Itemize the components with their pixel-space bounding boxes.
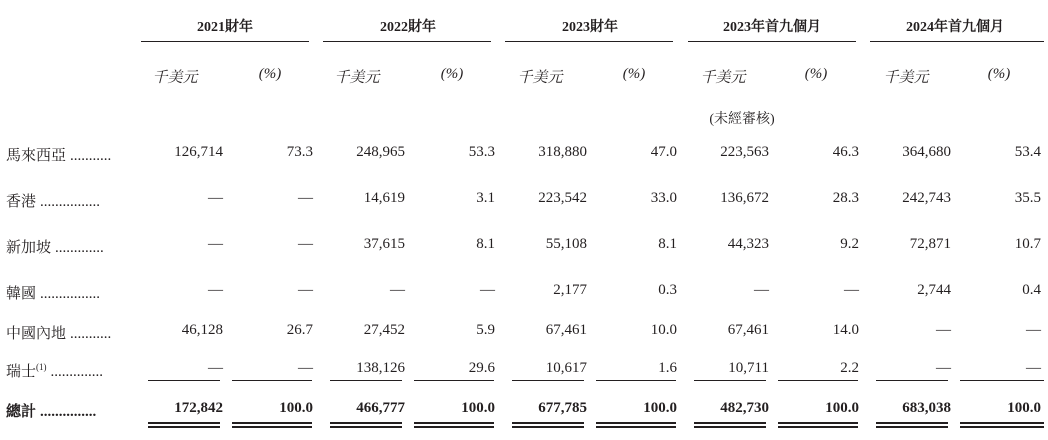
row-label-text: 馬來西亞 xyxy=(6,148,67,164)
total-label xyxy=(6,400,96,421)
pct-cell: 2.2 xyxy=(840,360,859,376)
amount-cell: 2,177 xyxy=(553,282,587,298)
amount-cell: 318,880 xyxy=(538,144,587,160)
double-rule xyxy=(694,422,766,424)
amount-cell: 46,128 xyxy=(181,322,223,338)
total-cell: 482,730 xyxy=(720,400,769,416)
pct-cell: 8.1 xyxy=(658,236,677,252)
pct-cell: 9.2 xyxy=(840,236,859,252)
subtotal-rule xyxy=(778,380,858,381)
pct-cell: 35.5 xyxy=(1014,190,1041,206)
subtotal-rule xyxy=(414,380,494,381)
period-header-2024-9m: 2024年首九個月 xyxy=(906,20,1004,35)
dot-leader: .............. xyxy=(50,364,104,380)
dot-leader: ............. xyxy=(55,240,104,256)
amount-cell: 136,672 xyxy=(720,190,769,206)
period-header-2022: 2022財年 xyxy=(380,20,436,35)
amount-cell: 14,619 xyxy=(363,190,405,206)
amount-cell: 44,323 xyxy=(727,236,769,252)
row-label xyxy=(6,322,111,343)
total-cell: 100.0 xyxy=(825,400,859,416)
total-cell: 100.0 xyxy=(1007,400,1041,416)
pct-cell: — xyxy=(298,190,313,206)
subtotal-rule xyxy=(148,380,220,381)
amount-cell: 37,615 xyxy=(363,236,405,252)
double-rule xyxy=(414,426,494,428)
pct-cell: 47.0 xyxy=(650,144,677,160)
amount-cell: 126,714 xyxy=(174,144,223,160)
amount-cell: 248,965 xyxy=(356,144,405,160)
amount-cell: 364,680 xyxy=(902,144,951,160)
pct-cell: 0.4 xyxy=(1022,282,1041,298)
dot-leader: ............... xyxy=(40,404,97,420)
total-cell: 683,038 xyxy=(902,400,951,416)
double-rule xyxy=(512,426,584,428)
pct-cell: 28.3 xyxy=(832,190,859,206)
row-label-text: 總計 xyxy=(6,404,37,420)
header-rule xyxy=(505,41,673,42)
header-rule xyxy=(323,41,491,42)
amount-cell: — xyxy=(208,190,223,206)
subheader-amount: 千美元 xyxy=(700,70,746,86)
amount-cell: 138,126 xyxy=(356,360,405,376)
dot-leader: ................ xyxy=(40,286,101,302)
header-rule xyxy=(141,41,309,42)
double-rule xyxy=(694,426,766,428)
double-rule xyxy=(232,426,312,428)
subheader-amount: 千美元 xyxy=(517,70,563,86)
row-label xyxy=(6,190,100,211)
subtotal-rule xyxy=(876,380,948,381)
pct-cell: — xyxy=(298,282,313,298)
pct-cell: — xyxy=(1026,360,1041,376)
total-cell: 100.0 xyxy=(279,400,313,416)
dot-leader: ........... xyxy=(70,148,112,164)
subtotal-rule xyxy=(330,380,402,381)
amount-cell: 10,711 xyxy=(728,360,769,376)
amount-cell: 55,108 xyxy=(545,236,587,252)
pct-cell: 10.0 xyxy=(650,322,677,338)
amount-cell: — xyxy=(936,360,951,376)
row-label xyxy=(6,360,103,381)
pct-cell: 14.0 xyxy=(832,322,859,338)
total-cell: 100.0 xyxy=(461,400,495,416)
pct-cell: 53.3 xyxy=(468,144,495,160)
double-rule xyxy=(960,422,1044,424)
amount-cell: — xyxy=(208,236,223,252)
double-rule xyxy=(512,422,584,424)
subheader-amount: 千美元 xyxy=(883,70,929,86)
subheader-amount: 千美元 xyxy=(334,70,380,86)
pct-cell: 46.3 xyxy=(832,144,859,160)
row-label-text: 香港 xyxy=(6,194,37,210)
double-rule xyxy=(232,422,312,424)
unaudited-note: (未經審核) xyxy=(709,112,775,127)
pct-cell: — xyxy=(844,282,859,298)
subtotal-rule xyxy=(512,380,584,381)
dot-leader: ........... xyxy=(70,326,112,342)
amount-cell: — xyxy=(936,322,951,338)
total-cell: 172,842 xyxy=(174,400,223,416)
pct-cell: — xyxy=(480,282,495,298)
total-cell: 466,777 xyxy=(356,400,405,416)
row-label xyxy=(6,236,104,257)
total-cell: 100.0 xyxy=(643,400,677,416)
double-rule xyxy=(148,426,220,428)
row-label xyxy=(6,144,111,165)
amount-cell: — xyxy=(754,282,769,298)
pct-cell: 10.7 xyxy=(1014,236,1041,252)
row-label-text: 韓國 xyxy=(6,286,37,302)
double-rule xyxy=(330,426,402,428)
double-rule xyxy=(148,422,220,424)
subtotal-rule xyxy=(232,380,312,381)
subheader-pct: (%) xyxy=(440,66,464,82)
period-header-2023: 2023財年 xyxy=(562,20,618,35)
dot-leader: ................ xyxy=(40,194,101,210)
amount-cell: 10,617 xyxy=(545,360,587,376)
amount-cell: 223,542 xyxy=(538,190,587,206)
amount-cell: — xyxy=(208,282,223,298)
pct-cell: 5.9 xyxy=(476,322,495,338)
subtotal-rule xyxy=(694,380,766,381)
amount-cell: — xyxy=(208,360,223,376)
pct-cell: 1.6 xyxy=(658,360,677,376)
pct-cell: 53.4 xyxy=(1014,144,1041,160)
subheader-amount: 千美元 xyxy=(152,70,198,86)
pct-cell: 33.0 xyxy=(650,190,677,206)
double-rule xyxy=(330,422,402,424)
double-rule xyxy=(596,426,676,428)
double-rule xyxy=(778,426,858,428)
pct-cell: 8.1 xyxy=(476,236,495,252)
period-header-2021: 2021財年 xyxy=(197,20,253,35)
pct-cell: — xyxy=(1026,322,1041,338)
row-label-text: 中國內地 xyxy=(6,326,67,342)
header-rule xyxy=(870,41,1044,42)
row-label-text: 瑞士 xyxy=(6,364,37,380)
subheader-pct: (%) xyxy=(258,66,282,82)
pct-cell: 3.1 xyxy=(476,190,495,206)
subheader-pct: (%) xyxy=(987,66,1011,82)
double-rule xyxy=(596,422,676,424)
amount-cell: 242,743 xyxy=(902,190,951,206)
subheader-pct: (%) xyxy=(804,66,828,82)
subtotal-rule xyxy=(960,380,1044,381)
subheader-pct: (%) xyxy=(622,66,646,82)
amount-cell: 67,461 xyxy=(545,322,587,338)
footnote-marker: (1) xyxy=(36,362,47,372)
subtotal-rule xyxy=(596,380,676,381)
amount-cell: 223,563 xyxy=(720,144,769,160)
pct-cell: — xyxy=(298,236,313,252)
pct-cell: 29.6 xyxy=(468,360,495,376)
double-rule xyxy=(778,422,858,424)
amount-cell: 67,461 xyxy=(727,322,769,338)
pct-cell: — xyxy=(298,360,313,376)
header-rule xyxy=(688,41,856,42)
double-rule xyxy=(414,422,494,424)
row-label-text: 新加坡 xyxy=(6,240,52,256)
amount-cell: 72,871 xyxy=(909,236,951,252)
pct-cell: 73.3 xyxy=(286,144,313,160)
row-label xyxy=(6,282,100,303)
pct-cell: 0.3 xyxy=(658,282,677,298)
double-rule xyxy=(876,422,948,424)
amount-cell: 2,744 xyxy=(917,282,951,298)
total-cell: 677,785 xyxy=(538,400,587,416)
amount-cell: — xyxy=(390,282,405,298)
double-rule xyxy=(960,426,1044,428)
pct-cell: 26.7 xyxy=(286,322,313,338)
amount-cell: 27,452 xyxy=(363,322,405,338)
period-header-2023-9m: 2023年首九個月 xyxy=(723,20,821,35)
double-rule xyxy=(876,426,948,428)
